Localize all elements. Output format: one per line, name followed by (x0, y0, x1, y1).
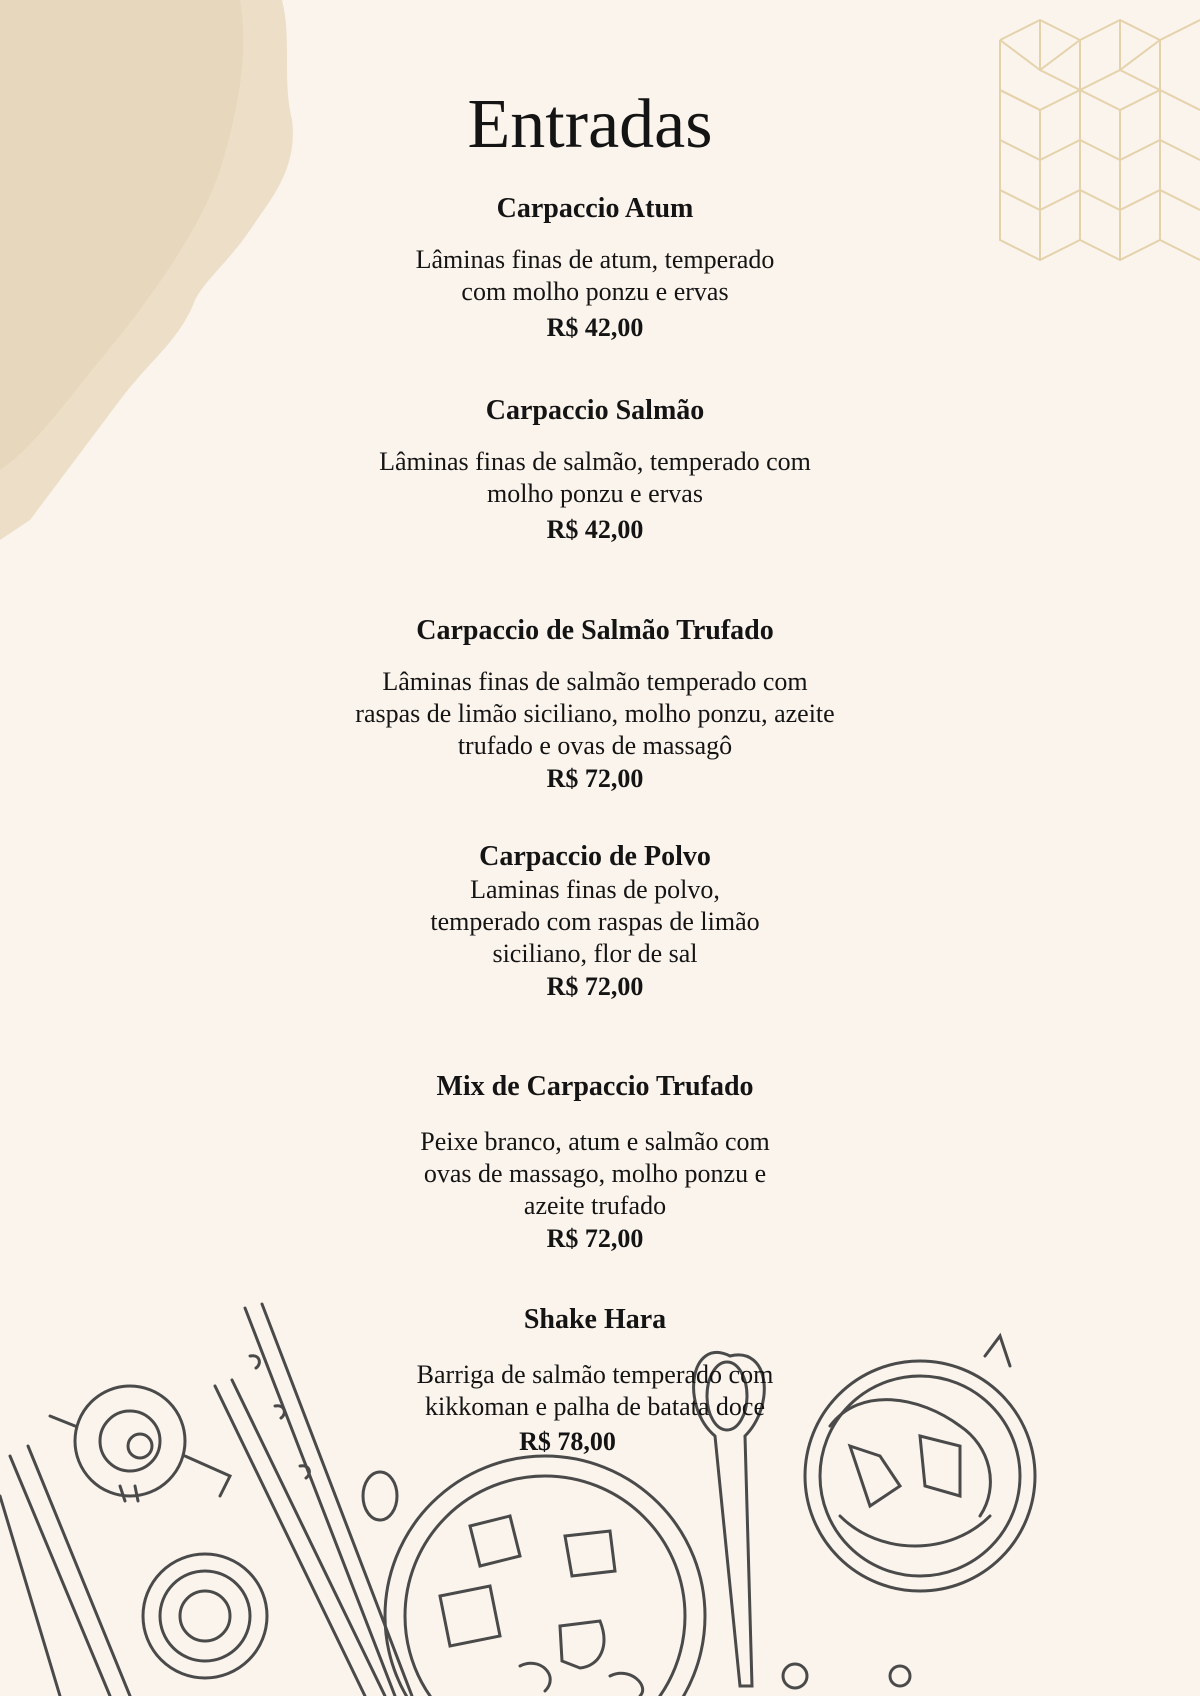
item-price: R$ 42,00 (546, 313, 644, 342)
menu-item (0, 840, 1190, 1004)
item-name: Carpaccio Salmão (485, 395, 705, 426)
item-description: Lâminas finas de salmão, temperado com molho ponzu e ervas (379, 447, 811, 508)
item-description: Lâminas finas de atum, temperado com molho ponzu e ervas (415, 245, 775, 306)
item-price: R$ 72,00 (546, 972, 644, 1001)
item-price: R$ 72,00 (546, 764, 644, 793)
item-price: R$ 78,00 (519, 1427, 616, 1456)
item-description: Peixe branco, atum e salmão com ovas de massago, molho ponzu e azeite trufado (420, 1127, 770, 1220)
item-description: Laminas finas de polvo, temperado com raspas de limão siciliano, flor de sal (430, 875, 760, 968)
menu-item (0, 1070, 1190, 1256)
item-name: Carpaccio de Polvo (479, 841, 711, 872)
menu-item (0, 192, 1190, 345)
page-title: Entradas (467, 86, 713, 163)
menu-item (0, 1303, 1190, 1459)
menu-item (0, 614, 1190, 796)
item-name: Shake Hara (523, 1304, 667, 1335)
item-name: Mix de Carpaccio Trufado (436, 1071, 754, 1102)
menu-item (0, 394, 1190, 547)
item-name: Carpaccio de Salmão Trufado (416, 615, 774, 646)
item-price: R$ 72,00 (546, 1224, 644, 1253)
item-price: R$ 42,00 (546, 515, 644, 544)
item-description: Lâminas finas de salmão temperado com raspas de limão siciliano, molho ponzu, azeite trufado e ovas de massagô (355, 667, 835, 760)
item-name: Carpaccio Atum (496, 193, 694, 224)
item-description: Barriga de salmão temperado com kikkoman e palha de batata doce (416, 1360, 774, 1421)
